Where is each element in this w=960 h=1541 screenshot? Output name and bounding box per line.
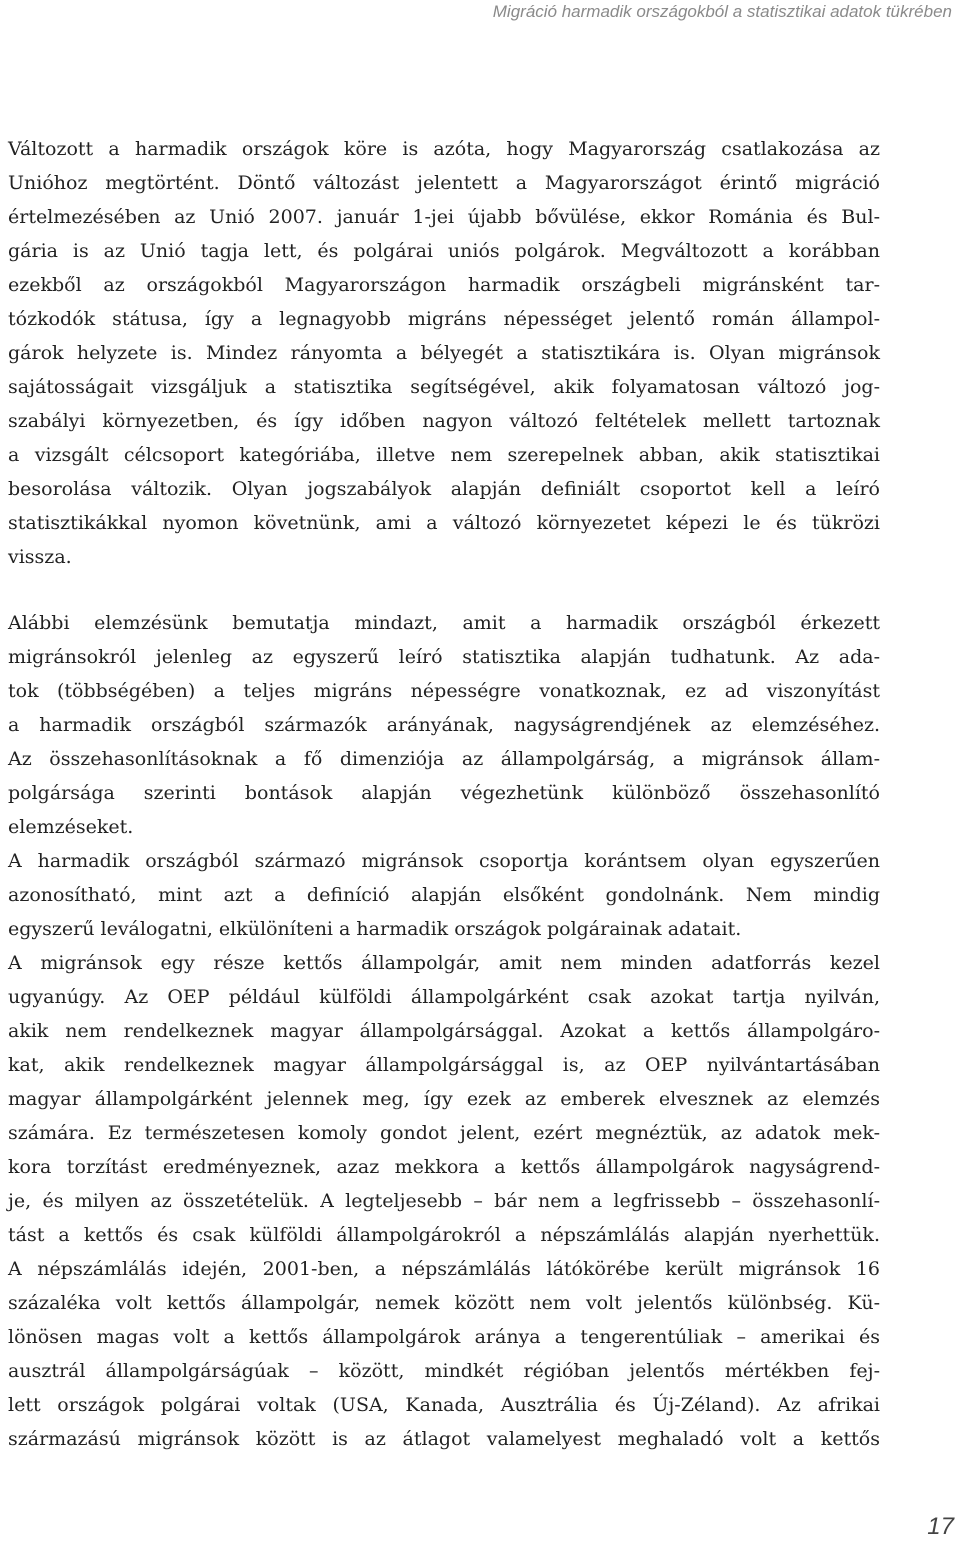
- text-line: sajátosságait vizsgáljuk a statisztika segítségével, akik folyamatosan változó jog-: [8, 376, 880, 398]
- text-line: A harmadik országból származó migránsok csoportja korántsem olyan egyszerűen: [8, 850, 880, 872]
- text-line: százaléka volt kettős állampolgár, nemek között nem volt jelentős különbség. Kü-: [8, 1292, 880, 1314]
- text-line: Változott a harmadik országok köre is azóta, hogy Magyarország csatlakozása az: [8, 138, 880, 160]
- text-line: szabályi környezetben, és így időben nagyon változó feltételek mellett tartoznak: [8, 410, 880, 432]
- text-line: A migránsok egy része kettős állampolgár, amit nem minden adatforrás kezel: [8, 952, 880, 974]
- text-line: számára. Ez természetesen komoly gondot jelent, ezért megnéztük, az adatok mek-: [8, 1122, 880, 1144]
- text-line: ezekből az országokból Magyarországon harmadik országbeli migránsként tar-: [8, 274, 880, 296]
- text-line: besorolása változik. Olyan jogszabályok alapján definiált csoportot kell a leíró: [8, 478, 880, 500]
- text-line: származású migránsok között is az átlagot valamelyest meghaladó volt a kettős: [8, 1428, 880, 1450]
- running-header: Migráció harmadik országokból a statisztikai adatok tükrében: [492, 2, 952, 21]
- text-line: tózkodók státusa, így a legnagyobb migráns népességet jelentő román állampol-: [8, 308, 880, 330]
- text-line: ugyanúgy. Az OEP például külföldi állampolgárként csak azokat tartja nyilván,: [8, 986, 880, 1008]
- text-line: Unióhoz megtörtént. Döntő változást jelentett a Magyarországot érintő migráció: [8, 172, 880, 194]
- text-line: egyszerű leválogatni, elkülöníteni a harmadik országok polgárainak adatait.: [8, 918, 742, 940]
- text-line: lett országok polgárai voltak (USA, Kanada, Ausztrália és Új-Zéland). Az afrikai: [8, 1394, 880, 1416]
- text-line: elemzéseket.: [8, 816, 134, 838]
- text-line: lönösen magas volt a kettős állampolgárok aránya a tengerentúliak – amerikai és: [8, 1326, 880, 1348]
- paragraph-third-countries-change: [8, 132, 880, 574]
- text-line: tást a kettős és csak külföldi állampolgárokról a népszámlálás alapján nyerhettük.: [8, 1224, 880, 1246]
- text-line: Alábbi elemzésünk bemutatja mindazt, amit a harmadik országból érkezett: [8, 612, 880, 634]
- page-number: 17: [927, 1513, 954, 1540]
- text-line: értelmezésében az Unió 2007. január 1-jei újabb bővülése, ekkor Románia és Bul-: [8, 206, 880, 228]
- text-line: je, és milyen az összetételük. A legteljesebb – bár nem a legfrissebb – összehasonlí-: [8, 1190, 880, 1212]
- text-line: statisztikákkal nyomon követnünk, ami a változó környezetet képezi le és tükrözi: [8, 512, 880, 534]
- text-line: tok (többségében) a teljes migráns népességre vonatkoznak, ez ad viszonyítást: [8, 680, 880, 702]
- text-line: vissza.: [8, 546, 72, 568]
- text-line: kora torzítást eredményeznek, azaz mekkora a kettős állampolgárok nagyságrend-: [8, 1156, 880, 1178]
- text-line: kat, akik rendelkeznek magyar állampolgársággal is, az OEP nyilvántartásában: [8, 1054, 880, 1076]
- text-line: gária is az Unió tagja lett, és polgárai uniós polgárok. Megváltozott a korábban: [8, 240, 880, 262]
- text-line: a harmadik országból származók arányának, nagyságrendjének az elemzéséhez.: [8, 714, 880, 736]
- text-line: migránsokról jelenleg az egyszerű leíró statisztika alapján tudhatunk. Az ada-: [8, 646, 880, 668]
- text-line: akik nem rendelkeznek magyar állampolgársággal. Azokat a kettős állampolgáro-: [8, 1020, 880, 1042]
- text-line: A népszámlálás idején, 2001-ben, a népszámlálás látókörébe került migránsok 16: [8, 1258, 880, 1280]
- text-line: azonosítható, mint azt a definíció alapján elsőként gondolnánk. Nem mindig: [8, 884, 880, 906]
- text-line: a vizsgált célcsoport kategóriába, illetve nem szerepelnek abban, akik statisztikai: [8, 444, 880, 466]
- text-line: Az összehasonlításoknak a fő dimenziója az állampolgárság, a migránsok állam-: [8, 748, 880, 770]
- paragraph-analysis-overview: [8, 606, 880, 1456]
- text-line: gárok helyzete is. Mindez rányomta a bélyegét a statisztikára is. Olyan migránsok: [8, 342, 880, 364]
- text-line: magyar állampolgárként jelennek meg, így ezek az emberek elvesznek az elemzés: [8, 1088, 880, 1110]
- text-line: ausztrál állampolgárságúak – között, mindkét régióban jelentős mértékben fej-: [8, 1360, 880, 1382]
- text-line: polgársága szerinti bontások alapján végezhetünk különböző összehasonlító: [8, 782, 880, 804]
